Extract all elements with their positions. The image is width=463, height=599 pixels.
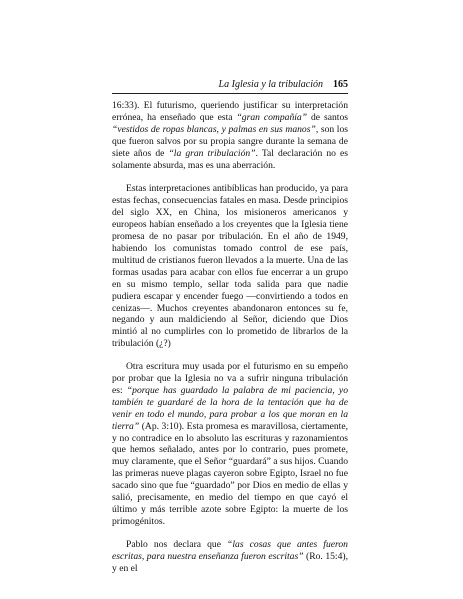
page-number: 165: [333, 79, 348, 90]
paragraph: Otra escritura muy usada por el futurismo en su empeño por probar que la Iglesia no va a sufrir ninguna tribulación es: “porque has guardado la palabra de mi paciencia, yo también te guardaré de la hora de la tentación que ha de venir en todo el mundo, para probar a los que moran en la tierra” (Ap. 3:10). Esta promesa es maravillosa, ciertamente, y no contradice en lo absoluto las escrituras y razonamientos que hemos señalado, antes por lo contrario, pues promete, muy claramente, que el Señor “guardará” a sus hijos. Cuando las primeras nueve plagas cayeron sobre Egipto, Israel no fue sacado sino que fue “guardado” por Dios en medio de ellas y salió, precisamente, en medio del tiempo en que cayó el último y más terrible azote sobre Egipto: la muerte de los primogénitos.: [112, 361, 348, 527]
header-rule: [112, 93, 348, 94]
running-title: La Iglesia y la tribulación: [218, 79, 323, 90]
body-text: [112, 100, 348, 575]
paragraph: 16:33). El futurismo, queriendo justificar su interpretación errónea, ha enseñado que esta “gran compañía” de santos “vestidos de ropas blancas, y palmas en sus manos”, son los que fueron salvos por su propia sangre durante la semana de siete años de “la gran tribulación”. Tal declaración no es solamente absurda, mas es una aberración.: [112, 100, 349, 171]
running-header: [112, 79, 348, 91]
paragraph: Estas interpretaciones antibíblicas han producido, ya para estas fechas, consecuencias fatales en masa. Desde principios del siglo XX, en China, los misioneros americanos y europeos habían enseñado a los creyentes que la Iglesia tiene promesa de no pasar por tribulación. En el año de 1949, habiendo los comunistas tomado control de ese país, multitud de cristianos fueron llevados a la muerte. Una de las formas usadas para acabar con ellos fue encerrar a un grupo en su mismo templo, sellar toda salida para que nadie pudiera escapar y encender fuego —convirtiendo a todos en cenizas—. Muchos creyentes abandonaron entonces su fe, negando y aun maldiciendo al Señor, diciendo que Dios mintió al no cumplirles con lo prometido de librarlos de la tribulación (¿?): [112, 183, 348, 350]
paragraph: Pablo nos declara que “las cosas que antes fueron escritas, para nuestra enseñanza fueron escritas” (Ro. 15:4), y en el: [112, 538, 348, 574]
